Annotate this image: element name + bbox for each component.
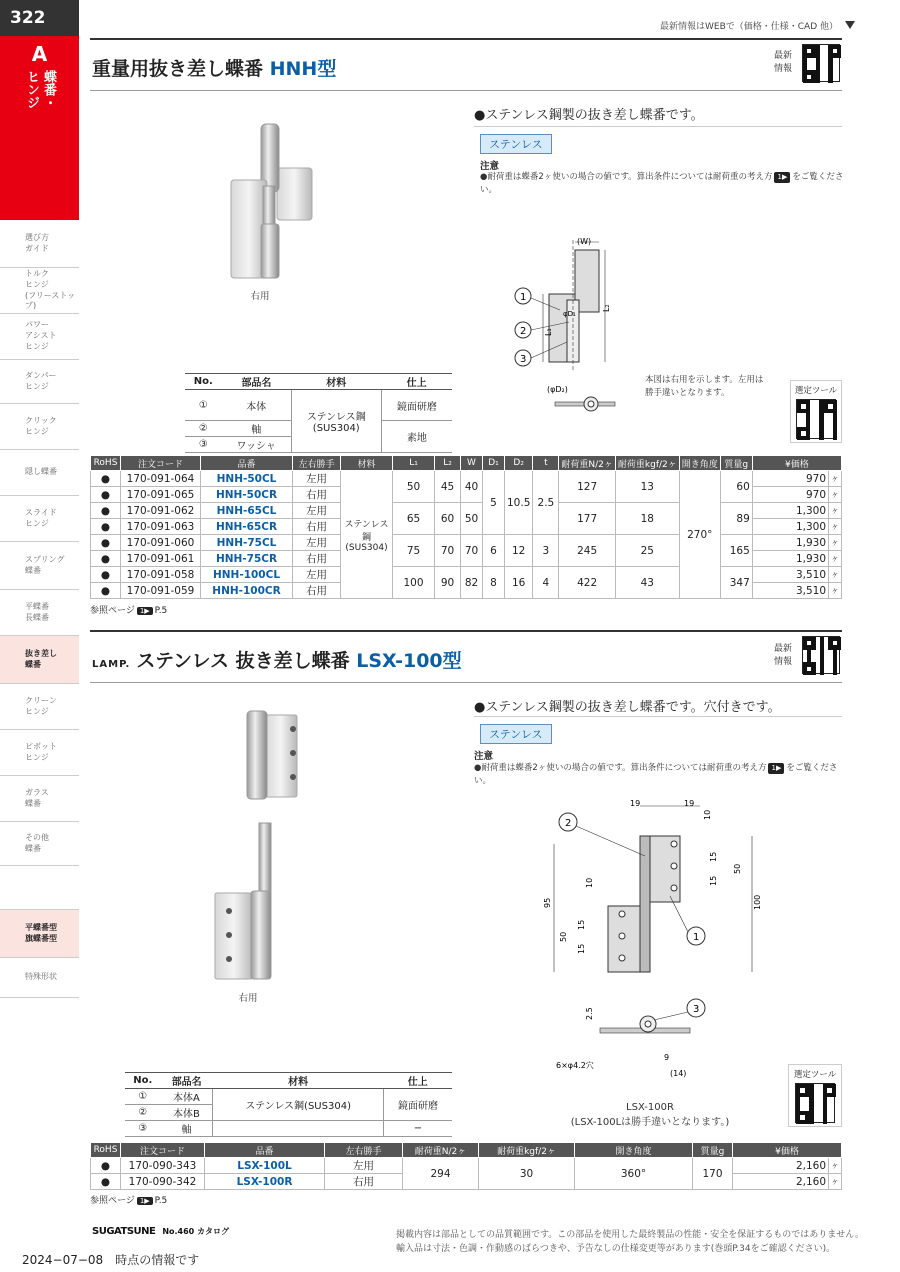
dim-a: 19: [630, 799, 641, 808]
col-header: 材料: [341, 456, 393, 471]
col-header: 品番: [201, 456, 293, 471]
col-header: 耐荷重kgf/2ヶ: [615, 456, 679, 471]
dim-i: 10: [585, 877, 594, 888]
reference-page: 参照ページ 1▶ P.5: [90, 606, 168, 616]
parts-table: No. 部品名 材料 仕上 ① 本体A ステンレス鋼(SUS304) 鏡面研磨 ② 本体B ③ 軸 −: [125, 1072, 452, 1137]
lsx-drawing: [540, 796, 780, 1086]
note-text: ●耐荷重は蝶番2ヶ使いの場合の値です。算出条件については耐荷重の考え方 1▶ をご覧ください。: [480, 172, 844, 195]
sidebar-item[interactable]: [0, 776, 79, 822]
sidebar-item-label: パワー: [25, 320, 49, 330]
selection-tool[interactable]: [788, 1064, 842, 1127]
sidebar-item-label: ヒンジ: [25, 341, 49, 351]
col-header: 注文コード: [121, 1143, 205, 1158]
table-row: ● 170-091-060 HNH-75CL 左用 75 70 70 6 12 3 245 25 165 1,930 ヶ: [91, 535, 842, 551]
selection-tool[interactable]: [790, 380, 842, 443]
part-number-link[interactable]: HNH-75CR: [201, 551, 293, 567]
table-row: ● 170-090-342 LSX-100R 右用 2,160 ヶ: [91, 1174, 842, 1190]
dim-l1: L₁: [544, 328, 553, 336]
category-label: ヒンジ: [24, 70, 39, 109]
table-row: ● 170-091-063 HNH-65CR 右用 1,300 ヶ: [91, 519, 842, 535]
sidebar-item-label: 抜き差し: [25, 648, 57, 658]
part-number-link[interactable]: HNH-75CL: [201, 535, 293, 551]
sidebar-item-label: 蝶番: [25, 659, 41, 669]
sidebar-item-label: ガイド: [25, 243, 49, 253]
part-number-link[interactable]: HNH-65CR: [201, 519, 293, 535]
col-header: W: [461, 456, 483, 471]
part-number-link[interactable]: HNH-65CL: [201, 503, 293, 519]
dim-n: 6×φ4.2穴: [556, 1061, 594, 1070]
sidebar-item-label: アシスト: [25, 331, 57, 341]
sidebar-item[interactable]: [0, 590, 79, 636]
callout-3: 3: [520, 354, 527, 365]
selection-tool-label: 選定ツール: [794, 386, 838, 396]
sidebar-item-label: ヒンジ: [25, 279, 49, 289]
sugatsune-logo: SUGATSUNE: [92, 1226, 156, 1237]
sidebar-item-label: その他: [25, 832, 49, 842]
latest-info-label: 最新 情報: [774, 644, 793, 668]
sidebar-item[interactable]: [0, 268, 79, 314]
col-header: RoHS: [91, 456, 121, 471]
sidebar-item[interactable]: [0, 822, 79, 866]
sidebar-item-label: ガラス: [25, 787, 49, 797]
reference-page: 参照ページ 1▶ P.5: [90, 1196, 168, 1206]
dim-j: 50: [559, 931, 568, 942]
sidebar-item-label: 平蝶番型: [25, 922, 57, 932]
col-header: 開き角度: [679, 456, 720, 471]
drawing-caption: LSX-100R (LSX-100Lは勝手違いとなります。): [570, 1102, 730, 1128]
col-header: 注文コード: [121, 456, 201, 471]
note-heading: 注意: [474, 751, 494, 762]
category-label: 蝶番・: [41, 70, 56, 109]
sidebar-item[interactable]: [0, 910, 79, 958]
col-header: 耐荷重N/2ヶ: [403, 1143, 479, 1158]
section-title: LAMP. ステンレス 抜き差し蝶番 LSX-100型: [92, 650, 462, 672]
table-row: ● 170-091-064 HNH-50CL 左用 ステンレス鋼(SUS304) 50 45 40 5 10.5 2.5 127 13 270° 60 970 ヶ: [91, 471, 842, 487]
hnh-drawing: [505, 232, 635, 422]
col-header: 質量g: [693, 1143, 733, 1158]
col-header: L₁: [393, 456, 435, 471]
sidebar-item-label: 長蝶番: [25, 612, 49, 622]
parts-table: No. 部品名 材料 仕上 ① 本体 ステンレス鋼(SUS304) 鏡面研磨 ② 軸 素地 ③ ワッシャ: [185, 373, 452, 453]
selection-tool-label: 選定ツール: [793, 1070, 837, 1080]
lsx-spec-table: [90, 1142, 842, 1190]
part-number-link[interactable]: HNH-100CL: [201, 567, 293, 583]
col-header: D₂: [505, 456, 533, 471]
feature-text: ●ステンレス鋼製の抜き差し蝶番です。: [474, 108, 704, 123]
dim-p: (14): [670, 1069, 687, 1078]
drawing-note: 本図は右用を示します。左用は勝手違いとなります。: [645, 375, 764, 398]
sidebar-item-label: 蝶番: [25, 798, 41, 808]
sidebar-item-label: 旗蝶番型: [25, 933, 57, 943]
feature-text: ●ステンレス鋼製の抜き差し蝶番です。穴付きです。: [474, 700, 781, 715]
sidebar-item-label: 平蝶番: [25, 601, 49, 611]
photo-caption: 右用: [250, 291, 270, 302]
sidebar-item-label: ヒンジ: [25, 752, 49, 762]
part-number-link[interactable]: HNH-50CR: [201, 487, 293, 503]
sidebar-item-label: クリーン: [25, 695, 57, 705]
sidebar-item[interactable]: [0, 636, 79, 684]
sidebar-item[interactable]: [0, 542, 79, 590]
footer-disclaimer: 掲載内容は部品としての品質範囲です。この部品を使用した最終製品の性能・安全を保証するものではありません。 輸入品は寸法・色調・作動感のばらつきや、予告なしの仕様変更等があります(巻頭P.34をご確認ください)。: [396, 1230, 864, 1255]
divider: [90, 682, 842, 683]
note-text: ●耐荷重は蝶番2ヶ使いの場合の値です。算出条件については耐荷重の考え方 1▶ をご覧ください。: [474, 763, 838, 786]
sidebar-item-label: 蝶番: [25, 565, 41, 575]
divider: [474, 126, 842, 127]
sidebar-item-label: トルク: [25, 268, 49, 278]
table-row: ● 170-091-062 HNH-65CL 左用 65 60 50 177 18 89 1,300 ヶ: [91, 503, 842, 519]
divider: [90, 90, 842, 91]
sidebar-item[interactable]: [0, 684, 79, 730]
sidebar-item-label: ヒンジ: [25, 381, 49, 391]
sidebar-item-label: ヒンジ: [25, 426, 49, 436]
dim-m: 2.5: [585, 1007, 594, 1020]
sidebar-item-label: ダンパー: [25, 370, 57, 380]
sidebar-item-label: ヒンジ: [25, 706, 49, 716]
sidebar-item[interactable]: [0, 496, 79, 542]
dim-l2: L₂: [602, 304, 611, 312]
sidebar-item[interactable]: [0, 404, 79, 450]
sidebar-item-label: スプリング: [25, 554, 65, 564]
col-header: 左右勝手: [325, 1143, 403, 1158]
table-row: ● 170-090-343 LSX-100L 左用 294 30 360° 170 2,160 ヶ: [91, 1158, 842, 1174]
callout-2: 2: [565, 818, 572, 829]
table-row: ● 170-091-065 HNH-50CR 右用 970 ヶ: [91, 487, 842, 503]
col-header: 開き角度: [575, 1143, 693, 1158]
qr-code-icon[interactable]: [802, 44, 840, 82]
callout-1: 1: [693, 932, 700, 943]
sidebar-item-label: 隠し蝶番: [25, 467, 57, 477]
brand-footer: SUGATSUNE No.460 カタログ: [92, 1226, 230, 1237]
col-header: 左右勝手: [293, 456, 341, 471]
sidebar-item[interactable]: [0, 866, 79, 910]
section-letter: A: [31, 42, 48, 66]
table-row: ● 170-091-061 HNH-75CR 右用 1,930 ヶ: [91, 551, 842, 567]
info-date: 2024−07−08 時点の情報です: [22, 1253, 200, 1267]
sidebar-item-label: (フリーストップ): [25, 290, 76, 311]
dim-c: 10: [703, 809, 712, 820]
dim-f: 50: [733, 863, 742, 874]
sidebar-item-label: 選び方: [25, 232, 49, 242]
callout-2: 2: [520, 326, 527, 337]
hnh-spec-table: [90, 455, 842, 599]
latest-info-label: 最新 情報: [774, 51, 793, 75]
dim-b: 19: [684, 799, 695, 808]
col-header: 耐荷重N/2ヶ: [559, 456, 616, 471]
material-tag: ステンレス: [480, 134, 552, 154]
sidebar-item[interactable]: [0, 220, 79, 268]
col-header: 品番: [205, 1143, 325, 1158]
part-number-link[interactable]: LSX-100L: [205, 1158, 325, 1174]
sidebar-item[interactable]: [0, 314, 79, 360]
sidebar-item[interactable]: [0, 730, 79, 776]
sidebar-item-label: スライド: [25, 507, 57, 517]
col-header: ¥価格: [733, 1143, 842, 1158]
part-number-link[interactable]: LSX-100R: [205, 1174, 325, 1190]
part-number-link[interactable]: HNH-50CL: [201, 471, 293, 487]
triangle-down-icon: [845, 21, 855, 29]
divider: [90, 630, 842, 632]
hinge-photo: [225, 118, 315, 283]
dim-h: 95: [543, 897, 552, 908]
lamp-logo: LAMP.: [92, 659, 131, 670]
sidebar-item-label: クリック: [25, 415, 57, 425]
web-info-note[interactable]: 最新情報はWEBで（価格・仕様・CAD 他）: [660, 22, 838, 32]
divider: [90, 38, 842, 40]
col-header: 耐荷重kgf/2ヶ: [479, 1143, 575, 1158]
page-number: 322: [0, 0, 79, 36]
part-number-link[interactable]: HNH-100CR: [201, 583, 293, 599]
sidebar-item-label: ピボット: [25, 741, 57, 751]
sidebar-item[interactable]: [0, 360, 79, 404]
dim-g: 100: [753, 894, 762, 910]
table-row: ● 170-091-058 HNH-100CL 左用 100 90 82 8 16 4 422 43 347 3,510 ヶ: [91, 567, 842, 583]
col-header: L₂: [435, 456, 461, 471]
col-header: RoHS: [91, 1143, 121, 1158]
sidebar: [0, 0, 79, 1272]
dim-d2: (φD₂): [547, 385, 568, 394]
sidebar-item-label: ヒンジ: [25, 518, 49, 528]
callout-3: 3: [693, 1004, 700, 1015]
lsx-photo: [205, 705, 305, 985]
section-title: 重量用抜き差し蝶番 HNH型: [92, 58, 337, 80]
divider: [474, 716, 842, 717]
category-tab: [0, 0, 79, 220]
qr-code-icon[interactable]: [795, 1083, 835, 1123]
col-header: t: [533, 456, 559, 471]
dim-d1: φD₁: [563, 310, 576, 318]
table-row: ● 170-091-059 HNH-100CR 右用 3,510 ヶ: [91, 583, 842, 599]
material-tag: ステンレス: [480, 724, 552, 744]
sidebar-item[interactable]: [0, 450, 79, 496]
callout-1: 1: [520, 292, 527, 303]
qr-code-icon[interactable]: [802, 636, 840, 674]
sidebar-item-label: 特殊形状: [25, 972, 57, 982]
dim-l: 15: [577, 943, 586, 954]
sidebar-item[interactable]: [0, 958, 79, 998]
dim-k: 15: [577, 919, 586, 930]
qr-code-icon[interactable]: [796, 399, 836, 439]
dim-o: 9: [664, 1053, 670, 1062]
note-heading: 注意: [480, 161, 500, 172]
col-header: D₁: [483, 456, 505, 471]
dim-e: 15: [709, 875, 718, 886]
dim-w: (W): [577, 237, 592, 246]
dim-d: 15: [709, 851, 718, 862]
sidebar-item-label: 蝶番: [25, 843, 41, 853]
col-header: 質量g: [720, 456, 752, 471]
col-header: ¥価格: [752, 456, 841, 471]
photo-caption: 右用: [238, 993, 258, 1004]
